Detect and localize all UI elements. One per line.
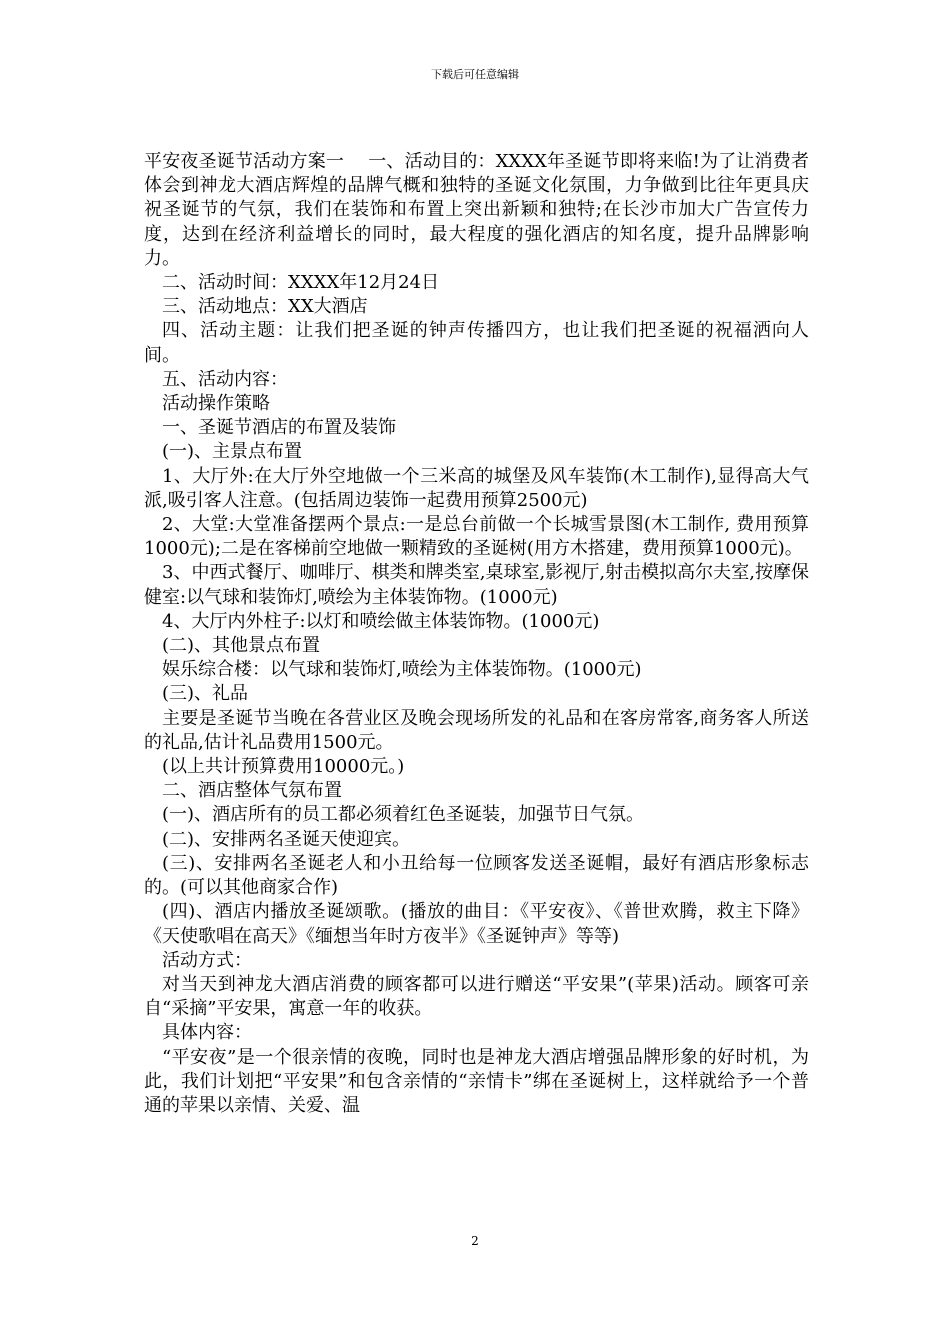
- paragraph-item-3: 3、中西式餐厅、咖啡厅、棋类和牌类室,桌球室,影视厅,射击模拟高尔夫室,按摩保健室:以气球和装饰灯,喷绘为主体装饰物。(1000元): [144, 562, 809, 608]
- paragraph-method-heading: 活动方式：: [162, 949, 252, 971]
- paragraph-item-1: 1、大厅外:在大厅外空地做一个三米高的城堡及风车装饰(木工制作),显得高大气派,吸引客人注意。(包括周边装饰一起费用预算2500元): [144, 465, 809, 511]
- paragraph-detail: “平安夜”是一个很亲情的夜晚，同时也是神龙大酒店增强品牌形象的好时机，为此，我们计划把“平安果”和包含亲情的“亲情卡”绑在圣诞树上，这样就给予一个普通的苹果以亲情、关爱、温: [144, 1046, 809, 1116]
- paragraph-theme: 四、活动主题：让我们把圣诞的钟声传播四方，也让我们把圣诞的祝福洒向人间。: [144, 320, 809, 366]
- paragraph-budget-total: (以上共计预算费用10000元。): [162, 756, 405, 778]
- paragraph-detail-heading: 具体内容：: [162, 1022, 252, 1044]
- paragraph-entertainment: 娱乐综合楼：以气球和装饰灯,喷绘为主体装饰物。(1000元): [162, 659, 642, 681]
- page-header-note: 下载后可任意编辑: [431, 68, 519, 81]
- paragraph-staff: (一)、酒店所有的员工都必须着红色圣诞装，加强节日气氛。: [162, 804, 645, 826]
- paragraph-item-4: 4、大厅内外柱子:以灯和喷绘做主体装饰物。(1000元): [162, 610, 600, 632]
- paragraph-intro: 平安夜圣诞节活动方案一 一、活动目的：XXXX年圣诞节即将来临!为了让消费者体会到神龙大酒店辉煌的品牌气概和独特的圣诞文化氛围，力争做到比往年更具庆祝圣诞节的气氛，我们在装饰和布置上突出新颖和独特;在长沙市加大广告宣传力度，达到在经济利益增长的同时，最大程度的强化酒店的知名度，提升品牌影响力。: [144, 151, 809, 269]
- paragraph-gifts-heading: (三)、礼品: [162, 683, 249, 705]
- paragraph-main-scene: (一)、主景点布置: [162, 441, 303, 463]
- paragraph-time: 二、活动时间：XXXX年12月24日: [162, 272, 440, 294]
- paragraph-carols: (四)、酒店内播放圣诞颂歌。(播放的曲目：《平安夜》、《普世欢腾，救主下降》《天使歌唱在高天》《缅想当年时方夜半》《圣诞钟声》等等): [144, 901, 809, 947]
- paragraph-content-heading: 五、活动内容：: [162, 368, 288, 390]
- paragraph-other-scene: (二)、其他景点布置: [162, 635, 321, 657]
- paragraph-gifts: 主要是圣诞节当晚在各营业区及晚会现场所发的礼品和在客房常客,商务客人所送的礼品,估计礼品费用1500元。: [144, 707, 809, 753]
- paragraph-location: 三、活动地点：XX大酒店: [162, 296, 368, 318]
- page-number: 2: [471, 1234, 479, 1248]
- document-body: [144, 150, 809, 1118]
- paragraph-santa: (三)、安排两名圣诞老人和小丑给每一位顾客发送圣诞帽，最好有酒店形象标志的。(可以其他商家合作): [144, 852, 809, 899]
- paragraph-item-2: 2、大堂:大堂准备摆两个景点:一是总台前做一个长城雪景图(木工制作, 费用预算1000元);二是在客梯前空地做一颗精致的圣诞树(用方木搭建，费用预算1000元)。: [144, 514, 809, 560]
- paragraph-section-two: 二、酒店整体气氛布置: [162, 780, 342, 802]
- paragraph-angels: (二)、安排两名圣诞天使迎宾。: [162, 828, 411, 850]
- paragraph-method: 对当天到神龙大酒店消费的顾客都可以进行赠送“平安果”(苹果)活动。顾客可亲自“采摘”平安果，寓意一年的收获。: [144, 973, 809, 1020]
- paragraph-section-one: 一、圣诞节酒店的布置及装饰: [162, 417, 396, 439]
- paragraph-strategy: 活动操作策略: [162, 393, 270, 415]
